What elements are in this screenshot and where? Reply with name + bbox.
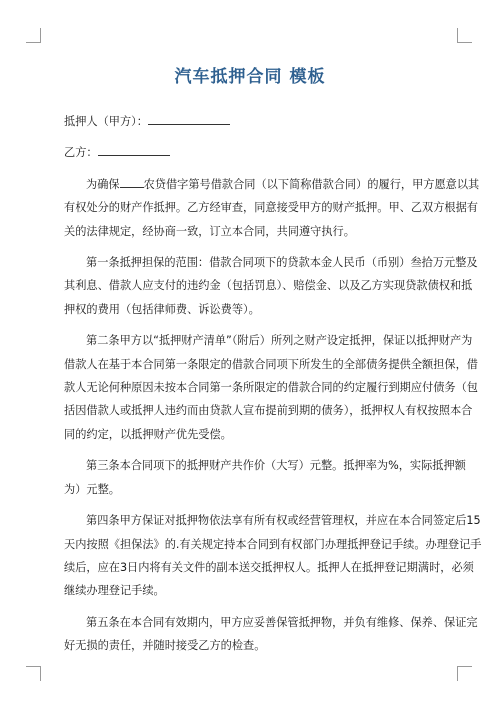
party-b-blank[interactable] [98,143,170,156]
article-5-line-2: 好无损的责任，并随时接受乙方的检查。 [64,639,266,653]
article-2-line-5: 同的约定，以抵押财产优先受偿。 [64,427,232,441]
article-2-line-4: 括因借款人或抵押人违约而由贷款人宣布提前到期的债务），抵押权人有权按照本合 [64,404,473,418]
paragraph-article-2 [64,329,478,446]
article-2-line-3: 款人无论何种原因未按本合同第一条所限定的借款合同的约定履行到期应付债务（包 [64,381,478,395]
article-4-line-4: 继续办理登记手续。 [64,584,165,598]
party-b-label: 乙方： [64,146,98,160]
article-4-line-1: 第四条甲方保证对抵押物依法享有所有权或经营管理权，并应在本合同签定后15 [86,514,481,528]
document-body [64,110,482,658]
paragraph-article-5 [64,611,478,658]
article-1-line-1: 第一条抵押担保的范围：借款合同项下的贷款本金人民币（币别）叁拾万元整及 [86,256,478,270]
preamble-text-rest: 农贷借字第号借款合同（以下简称借款合同）的履行，甲方愿意以其 [143,177,480,191]
article-1-line-3: 押权的费用（包括律师费、诉讼费等）。 [64,302,260,316]
party-a-line [64,110,440,133]
preamble-blank[interactable] [120,175,144,188]
paragraph-preamble [64,173,480,243]
paragraph-article-4 [64,509,482,603]
crop-mark-top-right [457,28,472,43]
preamble-line-3: 关的法律规定，经协商一致，订立本合同，共同遵守执行。 [64,224,355,238]
party-a-blank[interactable] [148,112,230,125]
crop-mark-bottom-left [26,666,41,681]
article-2-line-1: 第二条甲方以“抵押财产清单”（附后）所列之财产设定抵押，保证以抵押财产为 [86,334,473,348]
article-2-line-2: 借款人在基于本合同第一条限定的借款合同项下所发生的全部债务提供全额担保，借 [64,357,478,371]
document-title: 汽车抵押合同 模板 [174,67,326,87]
article-4-line-3: 续后，应在3日内将有关文件的副本送交抵押权人。抵押人在抵押登记期满时，必须 [64,560,474,574]
preamble-line-2: 有权处分的财产作抵押。乙方经审查，同意接受甲方的财产抵押。甲、乙双方根据有 [64,201,478,215]
paragraph-article-1 [64,251,478,321]
article-5-line-1: 第五条在本合同有效期内，甲方应妥善保管抵押物，并负有维修、保养、保证完 [86,615,478,629]
article-4-line-2: 天内按照《担保法》的.有关规定持本合同到有权部门办理抵押登记手续。办理登记手 [64,537,482,551]
party-b-line [64,141,440,164]
article-3-line-1: 第三条本合同项下的抵押财产共作价（大写）元整。抵押率为%，实际抵押额 [86,459,466,473]
paragraph-article-3 [64,454,466,501]
party-a-label: 抵押人（甲方）： [64,115,148,128]
crop-mark-top-left [26,28,41,43]
preamble-text-start: 为确保 [86,177,120,191]
crop-mark-bottom-right [457,666,472,681]
article-3-line-2: 为）元整。 [64,482,120,496]
article-1-line-2: 其利息、借款人应支付的违约金（包括罚息）、赔偿金、以及乙方实现贷款债权和抵 [64,279,473,293]
